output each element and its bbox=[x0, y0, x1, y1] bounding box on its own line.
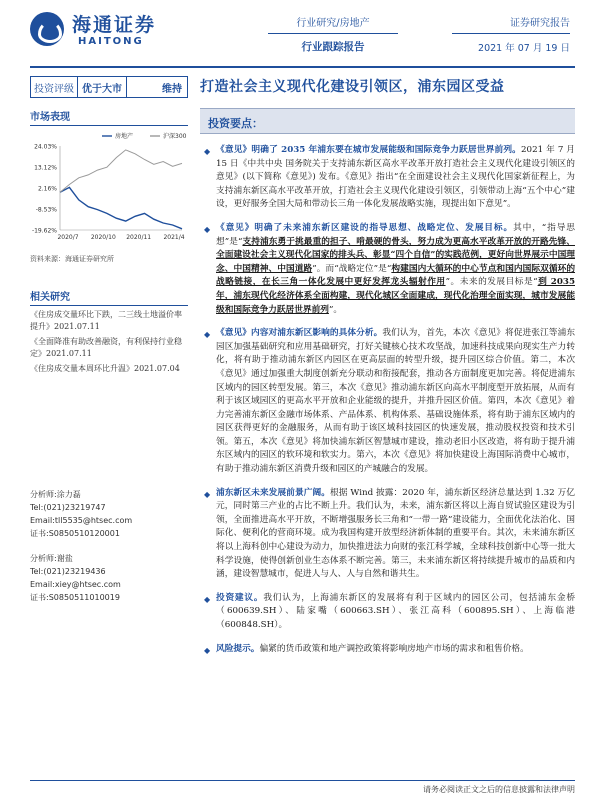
key-point-heading: 浦东新区未来发展前景广阔。 bbox=[216, 487, 331, 498]
key-point-1 bbox=[200, 144, 575, 212]
y-tick-label: -8.53% bbox=[35, 206, 57, 214]
key-point-heading: 《意见》明确了 2035 年浦东要在城市发展能级和国际竞争力跃居世界前列。 bbox=[216, 145, 522, 155]
analyst-email[interactable]: Email:tll5535@htsec.com bbox=[30, 516, 133, 525]
diamond-bullet-icon: ◆ bbox=[204, 645, 211, 655]
analyst-card bbox=[30, 488, 188, 540]
report-category: 行业研究/房地产 bbox=[268, 14, 398, 34]
related-research-list bbox=[30, 309, 188, 375]
diamond-bullet-icon: ◆ bbox=[204, 489, 211, 499]
chart-source: 资料来源：海通证券研究所 bbox=[30, 255, 114, 263]
strategic-positioning-quote: 构建国内大循环的中心节点和国内国际双循环的战略链接，在长三角一体化发展中更好发挥龙头辐射作用 bbox=[216, 263, 576, 288]
related-item[interactable]: 《住房成交量本周环比升温》2021.07.04 bbox=[30, 364, 180, 373]
key-point-heading: 《意见》内容对浦东新区影响的具体分析。 bbox=[216, 328, 383, 339]
left-sidebar bbox=[30, 104, 188, 378]
key-point-body: 其中，“指导思想”是“ bbox=[216, 222, 575, 247]
rating-value: 优于大市 bbox=[78, 77, 127, 97]
key-point-body: 2021 年 7 月 15 日《中共中央 国务院关于支持浦东新区高水平改革开放打造社会主义现代化建设引领区的意见》(以下简称《意见》) 发布。《意见》指出“在全面建设社会主义现代化国家新征程上，为支持浦东新区高水平改革开放，打造社会主义现代化建设引领区，引领带动上海“五个中心”建设，更好服务全国大局和带动长三角一体化发展战略实施，现提出如下意见”。 bbox=[216, 145, 575, 210]
diamond-bullet-icon: ◆ bbox=[204, 147, 211, 156]
key-point-body: 我们认为，上海浦东新区的发展将有利于区域内的园区公司，包括浦东金桥（600639.SH）、陆家嘴（600663.SH）、张江高科（600895.SH）、上海临港（600848.SH）。 bbox=[216, 592, 576, 630]
related-research-heading: 相关研究 bbox=[30, 288, 188, 306]
header-divider bbox=[30, 66, 575, 68]
y-tick-label: 2.16% bbox=[37, 185, 57, 193]
development-goal-quote: 到 2035 年，浦东现代化经济体系全面构建，现代化城区全面建成，现代化治理全面实现，城市发展能级和国际竞争力跃居世界前列 bbox=[216, 277, 575, 315]
market-performance-heading: 市场表现 bbox=[30, 108, 188, 126]
rating-label: 投资评级 bbox=[31, 77, 78, 97]
securities-report-label: 证券研究报告 bbox=[452, 14, 570, 34]
legend-label: 沪深300 bbox=[163, 133, 187, 141]
diamond-bullet-icon: ◆ bbox=[204, 224, 211, 234]
disclaimer-note: 请务必阅读正文之后的信息披露和法律声明 bbox=[423, 785, 575, 794]
key-point-body: ”。 bbox=[328, 304, 343, 315]
related-item[interactable]: 《全面降准有助改善融资，有利保持行业稳定》2021.07.11 bbox=[30, 337, 182, 358]
chart-svg bbox=[30, 130, 188, 248]
header-right-block bbox=[452, 14, 570, 54]
key-point-heading: 风险提示。 bbox=[216, 643, 260, 654]
key-point-body: 偏紧的货币政策和地产调控政策将影响房地产市场的需求和租售价格。 bbox=[259, 643, 529, 654]
series-line-csi300 bbox=[60, 150, 182, 192]
analyst-tel: Tel:(021)23219436 bbox=[30, 567, 106, 576]
key-point-body: 根据 Wind 披露：2020 年，浦东新区经济总量达到 1.32 万亿元，同时第三产业的占比不断上升。我们认为，未来，浦东新区将以上海自贸试验区建设为引领，全面推进高水平开放，不断增强服务长三角和“一带一路”建设能力，全面优化法治化、国际化、便利化的营商环境。成为我国构建开放型经济新体制的重要平台。其次，未来浦东新区将以上海科创中心建设为动力，加快推进法力向财的张江科学城，全球科技创新中心等一批大科学设施，使得创新创业生态体系不断完善。第三，未来浦东新区将持续提升城市的品质和内涵，建设智慧城市，促进人与人、人与自然和谐共生。 bbox=[216, 487, 575, 580]
diamond-bullet-icon: ◆ bbox=[204, 330, 211, 340]
key-point-3 bbox=[200, 327, 575, 477]
legend-label: 房地产 bbox=[115, 133, 134, 141]
x-tick-label: 2020/11 bbox=[126, 234, 152, 241]
analyst-card bbox=[30, 552, 188, 604]
analyst-name: 分析师:谢盐 bbox=[30, 554, 73, 563]
analyst-cert: 证书:S0850510120001 bbox=[30, 529, 120, 538]
haitong-logo bbox=[30, 10, 180, 56]
report-title: 打造社会主义现代化建设引领区，浦东园区受益 bbox=[200, 79, 505, 95]
key-point-heading: 《意见》明确了未来浦东新区建设的指导思想、战略定位、发展目标。 bbox=[216, 222, 514, 233]
key-point-2 bbox=[200, 222, 575, 317]
y-tick-label: 13.12% bbox=[34, 164, 57, 172]
analyst-email[interactable]: Email:xiey@htsec.com bbox=[30, 580, 121, 589]
report-date: 2021 年 07 月 19 日 bbox=[478, 43, 570, 54]
y-tick-label: 24.03% bbox=[34, 143, 57, 151]
key-point-4 bbox=[200, 487, 575, 582]
market-performance-chart bbox=[30, 130, 188, 248]
logo-chinese-text: 海通证券 bbox=[72, 14, 157, 36]
header-category-block bbox=[268, 14, 398, 54]
investment-points-heading: 投资要点： bbox=[200, 108, 575, 134]
analyst-cert: 证书:S0850511010019 bbox=[30, 593, 120, 602]
analyst-tel: Tel:(021)23219747 bbox=[30, 503, 106, 512]
x-tick-label: 2021/4 bbox=[163, 234, 185, 241]
series-line-real-estate bbox=[60, 187, 182, 228]
rating-change: 维持 bbox=[162, 83, 182, 95]
guiding-ideology-quote: 支持浦东勇于挑最重的担子、啃最硬的骨头，努力成为更高水平改革开放的开路先锋、全面建设社会主义现代化国家的排头兵、彰显“四个自信”的实践范例，更好向世界展示中国理念、中国精神、中国道路 bbox=[216, 236, 575, 274]
report-header bbox=[0, 0, 600, 62]
key-point-body: 我们认为，首先，本次《意见》将促进张江等浦东园区加强基础研究和应用基础研究，打好关键核心技术攻坚战，加速科技成果向现实生产力转化，将有助于推动浦东新区内园区在更高层面的转型升级，提升园区综合价值。第二，本次《意见》通过加强重大制度创新充分联动和衔接配套，推动各方面制度更加完善。将促进浦东区域内的园区转型发展。第三，本次《意见》推动浦东新区向高水平制度型开放拓展，从而有利于该区域园区的更高水平开放和企业能级的提升，并推升园区价值。第四，本次《意见》着力完善浦东新区金融市场体系、产品体系、机构体系、基础设施体系，将有助于浦东区域内的园区获得更好的金融服务，从而有助于该区域科技园区的快速发展，推动股权投资和技术引领。第五，本次《意见》将加快浦东新区智慧城市建设，推动老旧小区改造，将有助于提升浦东区域内的园区的软环境和软实力。第六，本次《意见》将加快建设上海国际消费中心城市，有助于推动浦东新区消费升级和园区的产城融合的发展。 bbox=[216, 328, 576, 475]
key-point-heading: 投资建议。 bbox=[216, 592, 264, 603]
footer-divider bbox=[30, 780, 575, 781]
analyst-contacts bbox=[30, 488, 188, 616]
key-point-body: ”。未来的发展目标是“ bbox=[445, 277, 538, 288]
x-tick-label: 2020/10 bbox=[90, 234, 116, 241]
diamond-bullet-icon: ◆ bbox=[204, 594, 211, 604]
key-point-6 bbox=[200, 643, 575, 657]
key-point-5 bbox=[200, 592, 575, 633]
logo-english-text: HAITONG bbox=[78, 36, 144, 47]
report-type: 行业跟踪报告 bbox=[301, 41, 365, 53]
investment-rating bbox=[30, 76, 188, 98]
wave-icon bbox=[30, 12, 64, 46]
analyst-name: 分析师:涂力磊 bbox=[30, 490, 81, 499]
key-point-body: ”。而“战略定位”是“ bbox=[312, 263, 392, 274]
x-tick-label: 2020/7 bbox=[57, 234, 79, 241]
related-item[interactable]: 《住房成交量环比下跌，二三线土地溢价率提升》2021.07.11 bbox=[30, 310, 182, 331]
main-content bbox=[200, 108, 575, 656]
y-tick-label: -19.62% bbox=[31, 227, 57, 235]
